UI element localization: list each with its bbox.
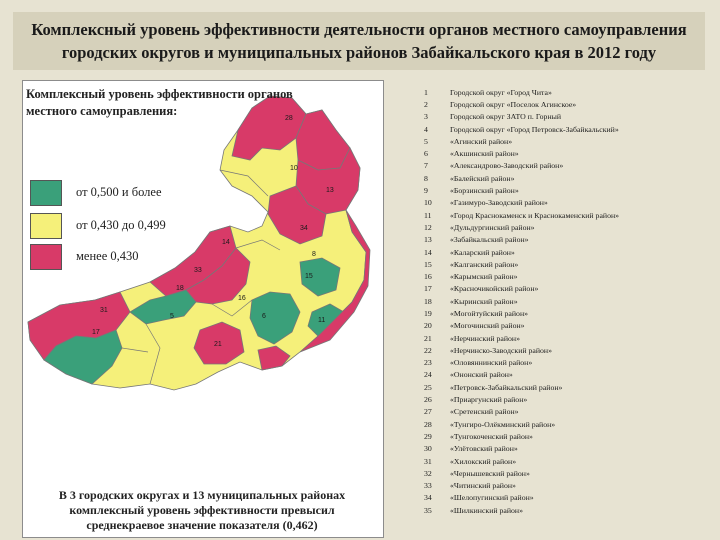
- municipality-row: [424, 332, 714, 344]
- municipality-number: 11: [424, 210, 432, 220]
- municipality-name: «Хилокский район»: [450, 456, 517, 466]
- district-label: 13: [326, 187, 334, 194]
- municipality-row: [424, 381, 714, 393]
- municipality-name: «Город Краснокаменск и Краснокаменский район»: [450, 210, 620, 220]
- municipality-number: 18: [424, 296, 432, 306]
- district-label: 18: [176, 285, 184, 292]
- legend-label: менее 0,430: [76, 249, 139, 263]
- municipality-row: [424, 418, 714, 430]
- district-label: 34: [300, 225, 308, 232]
- municipality-number: 35: [424, 505, 432, 515]
- municipality-name: «Каларский район»: [450, 247, 515, 257]
- municipality-name: «Дульдургинский район»: [450, 222, 535, 232]
- municipality-name: «Шелопугинский район»: [450, 493, 534, 503]
- municipality-number: 19: [424, 308, 432, 318]
- municipality-row: [424, 320, 714, 332]
- municipality-number: 33: [424, 481, 432, 491]
- legend-label: от 0,500 и более: [76, 185, 162, 199]
- municipality-name: «Чернышевский район»: [450, 468, 530, 478]
- municipality-name: «Балейский район»: [450, 173, 515, 183]
- municipality-name: «Калганский район»: [450, 259, 519, 269]
- municipality-number: 34: [424, 493, 432, 503]
- legend-swatch-green: [30, 180, 62, 206]
- district-label: 21: [214, 341, 222, 348]
- municipality-name: Городской округ «Поселок Агинское»: [450, 99, 577, 109]
- municipality-number: 14: [424, 247, 432, 257]
- municipality-name: «Нерчинский район»: [450, 333, 521, 343]
- municipality-row: [424, 234, 714, 246]
- municipality-number: 30: [424, 444, 432, 454]
- municipality-name: «Тунгокоченский район»: [450, 431, 533, 441]
- municipality-name: Городской округ «Город Петровск-Забайкальский»: [450, 124, 619, 134]
- district-label: 10: [290, 165, 298, 172]
- municipality-name: Городской округ «Город Чита»: [450, 87, 552, 97]
- municipality-name: «Кыринский район»: [450, 296, 518, 306]
- municipality-row: [424, 221, 714, 233]
- municipality-number: 22: [424, 345, 432, 355]
- municipality-name: «Приаргунский район»: [450, 395, 528, 405]
- municipality-number: 7: [424, 161, 428, 171]
- municipality-name: «Могочинский район»: [450, 321, 525, 331]
- district-label: 17: [92, 329, 100, 336]
- municipality-row: [424, 246, 714, 258]
- municipality-number: 20: [424, 321, 432, 331]
- municipality-row: [424, 443, 714, 455]
- municipality-number: 6: [424, 149, 428, 159]
- municipality-name: «Могойтуйский район»: [450, 308, 529, 318]
- municipality-number: 24: [424, 370, 432, 380]
- municipality-row: [424, 295, 714, 307]
- municipality-name: «Читинский район»: [450, 481, 516, 491]
- municipality-name: Городской округ ЗАТО п. Горный: [450, 112, 562, 122]
- municipality-row: [424, 86, 714, 98]
- municipality-name: «Шилкинский район»: [450, 505, 524, 515]
- municipality-number: 27: [424, 407, 432, 417]
- municipality-number: 21: [424, 333, 432, 343]
- municipality-row: [424, 147, 714, 159]
- municipality-row: [424, 283, 714, 295]
- municipality-number: 2: [424, 99, 428, 109]
- municipality-row: [424, 357, 714, 369]
- municipality-name: «Оловяннинский район»: [450, 358, 533, 368]
- district-label: 8: [312, 251, 316, 258]
- district-label: 16: [238, 295, 246, 302]
- municipality-number: 26: [424, 395, 432, 405]
- municipality-row: [424, 258, 714, 270]
- municipality-number: 4: [424, 124, 428, 134]
- municipality-number: 23: [424, 358, 432, 368]
- municipality-name: «Красночикойский район»: [450, 284, 539, 294]
- municipality-number: 25: [424, 382, 432, 392]
- municipality-number: 28: [424, 419, 432, 429]
- municipality-name: «Александрово-Заводский район»: [450, 161, 564, 171]
- municipality-number: 9: [424, 186, 428, 196]
- district-label: 28: [285, 115, 293, 122]
- municipality-number: 31: [424, 456, 432, 466]
- legend-swatch-red: [30, 244, 62, 270]
- municipality-row: [424, 307, 714, 319]
- municipality-row: [424, 270, 714, 282]
- municipality-row: [424, 455, 714, 467]
- municipality-number: 15: [424, 259, 432, 269]
- municipality-number: 29: [424, 431, 432, 441]
- municipality-number: 5: [424, 136, 428, 146]
- municipality-name: «Агинский район»: [450, 136, 513, 146]
- municipality-name: «Борзинский район»: [450, 186, 519, 196]
- municipality-number: 8: [424, 173, 428, 183]
- municipality-row: [424, 344, 714, 356]
- municipality-number: 1: [424, 87, 428, 97]
- district-label: 14: [222, 239, 230, 246]
- district-label: 11: [318, 317, 326, 324]
- legend-swatch-yellow: [30, 213, 62, 239]
- district-label: 31: [100, 307, 108, 314]
- municipality-number: 17: [424, 284, 432, 294]
- municipality-name: «Петровск-Забайкальский район»: [450, 382, 563, 392]
- municipality-name: «Сретенский район»: [450, 407, 519, 417]
- municipality-row: [424, 160, 714, 172]
- municipality-name: «Ононский район»: [450, 370, 513, 380]
- municipality-number: 10: [424, 198, 432, 208]
- municipality-row: [424, 172, 714, 184]
- municipality-row: [424, 111, 714, 123]
- municipality-name: «Газимуро-Заводский район»: [450, 198, 548, 208]
- municipality-row: [424, 467, 714, 479]
- municipality-row: [424, 123, 714, 135]
- municipality-number: 16: [424, 272, 432, 282]
- municipality-name: «Тунгиро-Олёкминский район»: [450, 419, 556, 429]
- municipality-row: [424, 197, 714, 209]
- municipality-row: [424, 393, 714, 405]
- municipality-row: [424, 504, 714, 516]
- municipality-row: [424, 209, 714, 221]
- municipality-row: [424, 492, 714, 504]
- municipality-number: 12: [424, 222, 432, 232]
- municipality-row: [424, 98, 714, 110]
- municipality-list: [424, 86, 714, 516]
- municipality-name: «Акшинский район»: [450, 149, 519, 159]
- district-label: 5: [170, 313, 174, 320]
- municipality-row: [424, 184, 714, 196]
- municipality-row: [424, 135, 714, 147]
- legend-title: Комплексный уровень эффективности органов местного самоуправления:: [26, 87, 293, 118]
- municipality-number: 13: [424, 235, 432, 245]
- page-title: Комплексный уровень эффективности деятельности органов местного самоуправления городских округов и муниципальных районов Забайкальского края в 2012 году: [31, 20, 687, 62]
- district-label: 6: [262, 313, 266, 320]
- municipality-name: «Улётовский район»: [450, 444, 518, 454]
- municipality-row: [424, 480, 714, 492]
- municipality-row: [424, 430, 714, 442]
- legend-label: от 0,430 до 0,499: [76, 218, 166, 232]
- district-label: 15: [305, 273, 313, 280]
- municipality-row: [424, 369, 714, 381]
- district-label: 33: [194, 267, 202, 274]
- municipality-name: «Нерчинско-Заводский район»: [450, 345, 552, 355]
- municipality-number: 3: [424, 112, 428, 122]
- municipality-name: «Карымский район»: [450, 272, 518, 282]
- municipality-row: [424, 406, 714, 418]
- summary-note: В 3 городских округах и 13 муниципальных районах комплексный уровень эффективности превысил среднекраевое значение показателя (0,462): [30, 488, 374, 533]
- municipality-number: 32: [424, 468, 432, 478]
- municipality-name: «Забайкальский район»: [450, 235, 529, 245]
